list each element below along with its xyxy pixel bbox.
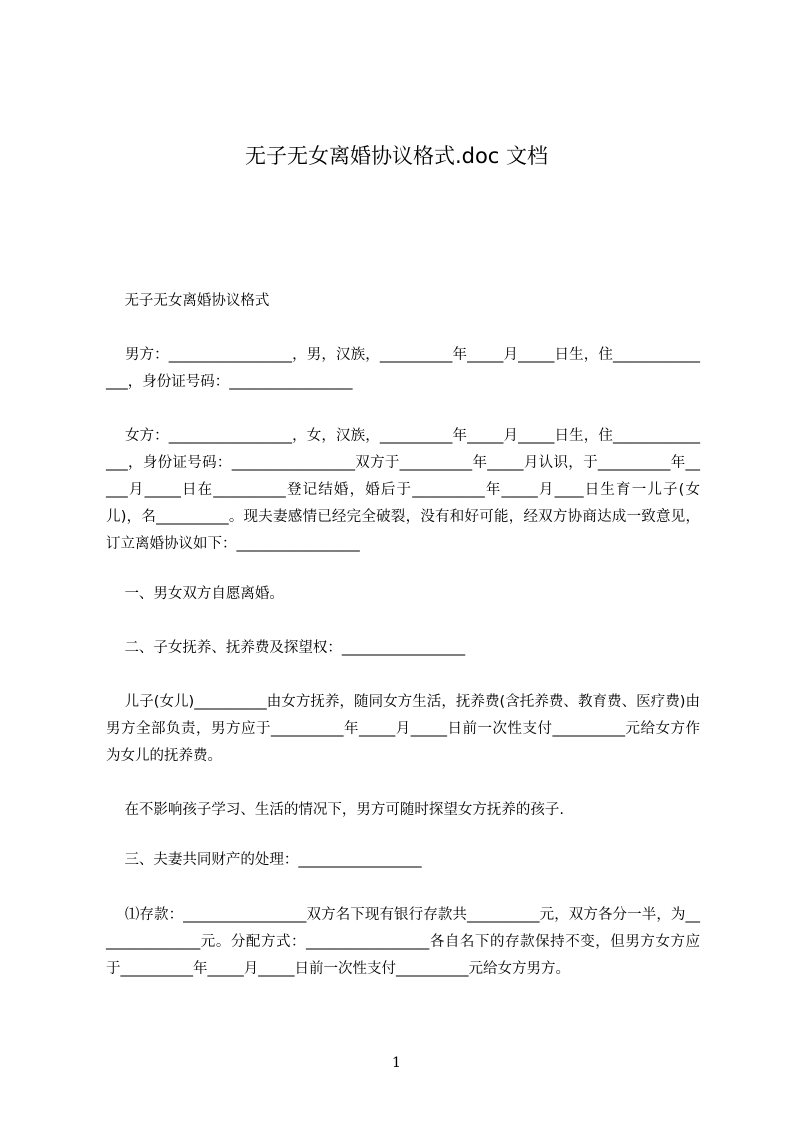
child-custody-paragraph: 儿子(女儿)__________由女方抚养，随同女方生活，抚养费(含托养费、教育费、医疗费)由男方全部负责，男方应于__________年_____月_____日前一次性支付__________元给女方作为女儿的抚养费。: [106, 694, 701, 764]
page-number: 1: [392, 1055, 401, 1071]
document-title: 无子无女离婚协议格式.doc 文档: [244, 144, 549, 168]
visitation-paragraph: 在不影响孩子学习、生活的情况下，男方可随时探望女方抚养的孩子.: [106, 802, 565, 818]
deposit-paragraph: ⑴存款：_________________双方名下现有银行存款共__________元，双方各分一半，为_______________元。分配方式：_________________各自名下的存款保持不变，但男方女方应于__________年_____月_____日前一次性支付__________元给女方男方。: [106, 907, 701, 977]
male-party-paragraph: 男方：_________________，男，汉族，__________年_____月_____日生，住_______________，身份证号码：_________________: [106, 347, 701, 390]
clause-two-heading: 二、子女抚养、抚养费及探望权：_________________: [106, 640, 466, 656]
female-party-paragraph: 女方：_________________，女，汉族，__________年_____月_____日生，住_______________，身份证号码：_________________双方于__________年_____月认识，于__________年_____月_____日在__________登记结婚，婚后于__________年_____月____日生育一儿子(女儿)，名__________。现夫妻感情已经完全破裂，没有和好可能，经双方协商达成一致意见，订立离婚协议如下：_________________: [106, 428, 701, 552]
clause-one: 一、男女双方自愿离婚。: [106, 586, 284, 602]
section-heading: 无子无女离婚协议格式: [106, 293, 270, 309]
clause-three-heading: 三、夫妻共同财产的处理：_________________: [106, 852, 422, 868]
